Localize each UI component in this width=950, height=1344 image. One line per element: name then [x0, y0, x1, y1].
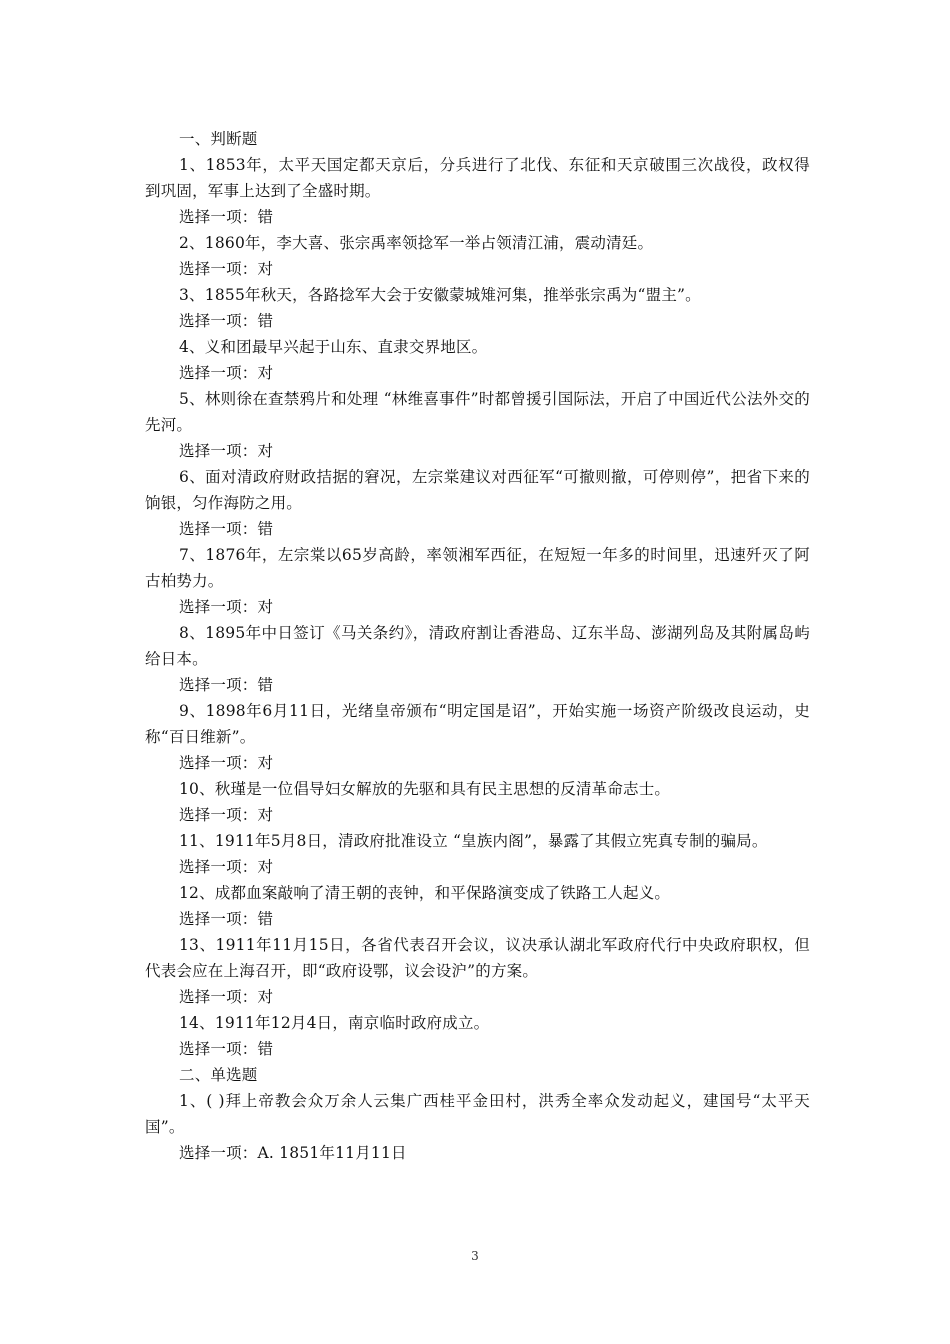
answer-line: 选择一项：错	[179, 520, 274, 538]
section-heading: 一、判断题	[179, 130, 258, 148]
question-text: 11、1911年5月8日，清政府批准设立 “皇族内阁”，暴露了其假立宪真专制的骗局。	[179, 832, 768, 850]
section-heading: 二、单选题	[179, 1066, 258, 1084]
question-text: 4、义和团最早兴起于山东、直隶交界地区。	[179, 338, 488, 356]
answer-line: 选择一项：错	[179, 312, 274, 330]
question-text: 1、( )拜上帝教会众万余人云集广西桂平金田村，洪秀全率众发动起义，建国号“太平天国”。	[145, 1092, 810, 1136]
answer-line: 选择一项：对	[179, 260, 274, 278]
answer-line: 选择一项：对	[179, 806, 274, 824]
question-text: 9、1898年6月11日，光绪皇帝颁布“明定国是诏”，开始实施一场资产阶级改良运动，史称“百日维新”。	[145, 702, 810, 746]
answer-line: 选择一项：对	[179, 858, 274, 876]
question-text: 10、秋瑾是一位倡导妇女解放的先驱和具有民主思想的反清革命志士。	[179, 780, 671, 798]
page-number: 3	[471, 1249, 479, 1263]
question-text: 5、林则徐在查禁鸦片和处理 “林维喜事件”时都曾援引国际法，开启了中国近代公法外交的先河。	[145, 390, 810, 434]
question-text: 2、1860年，李大喜、张宗禹率领捻军一举占领清江浦，震动清廷。	[179, 234, 654, 252]
answer-line: 选择一项：对	[179, 598, 274, 616]
answer-line: 选择一项：错	[179, 1040, 274, 1058]
question-text: 14、1911年12月4日，南京临时政府成立。	[179, 1014, 490, 1032]
answer-line: 选择一项：对	[179, 364, 274, 382]
question-text: 7、1876年，左宗棠以65岁高龄，率领湘军西征，在短短一年多的时间里，迅速歼灭了阿古柏势力。	[145, 546, 810, 590]
answer-line: 选择一项：错	[179, 676, 274, 694]
question-text: 6、面对清政府财政拮据的窘况，左宗棠建议对西征军“可撤则撤，可停则停”，把省下来的饷银，匀作海防之用。	[145, 468, 810, 512]
answer-line: 选择一项：对	[179, 754, 274, 772]
answer-line: 选择一项：错	[179, 208, 274, 226]
answer-line: 选择一项：错	[179, 910, 274, 928]
question-text: 12、成都血案敲响了清王朝的丧钟，和平保路演变成了铁路工人起义。	[179, 884, 671, 902]
answer-line: 选择一项：对	[179, 442, 274, 460]
question-text: 3、1855年秋天，各路捻军大会于安徽蒙城雉河集，推举张宗禹为“盟主”。	[179, 286, 701, 304]
question-text: 1、1853年，太平天国定都天京后，分兵进行了北伐、东征和天京破围三次战役，政权得到巩固，军事上达到了全盛时期。	[145, 156, 810, 200]
question-text: 8、1895年中日签订《马关条约》，清政府割让香港岛、辽东半岛、澎湖列岛及其附属岛屿给日本。	[145, 624, 810, 668]
answer-line: 选择一项：对	[179, 988, 274, 1006]
answer-line: 选择一项：A. 1851年11月11日	[179, 1144, 407, 1162]
question-text: 13、1911年11月15日，各省代表召开会议，议决承认湖北军政府代行中央政府职权，但代表会应在上海召开，即“政府设鄂，议会设沪”的方案。	[145, 936, 810, 980]
document-body	[145, 126, 810, 1166]
